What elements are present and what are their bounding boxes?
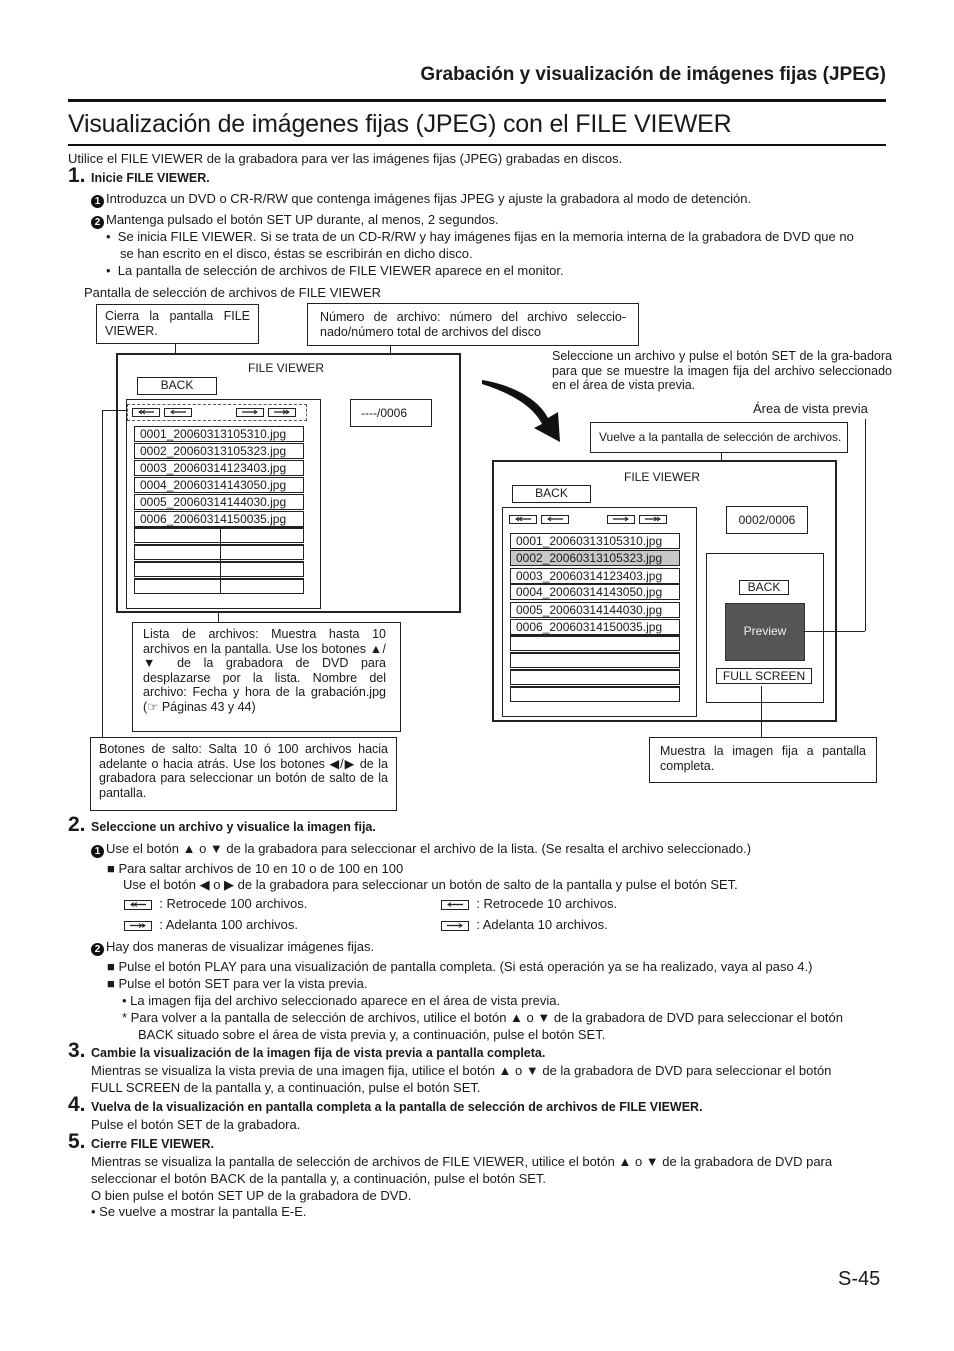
empty-list-row (134, 561, 304, 577)
step-1-bullet-2: • La pantalla de selección de archivos de FILE VIEWER aparece en el monitor. (106, 263, 564, 278)
preview-back-button[interactable]: BACK (739, 580, 789, 595)
step-4-text: Pulse el botón SET de la grabadora. (91, 1117, 301, 1132)
step-1-bullet-1-cont: se han escrito en el disco, éstas se escribirán en dicho disco. (120, 246, 473, 261)
file-viewer-screen-1 (116, 353, 461, 613)
file-list-item[interactable]: 0006_20060314150035.jpg (510, 619, 680, 635)
preview-area-label: Área de vista previa (753, 401, 868, 416)
step-5-text: Mientras se visualiza la pantalla de selección de archivos de FILE VIEWER, utilice el botón ▲ o ▼ de la grabadora de DVD para (91, 1154, 833, 1169)
step-5-text-alt: O bien pulse el botón SET UP de la grabadora de DVD. (91, 1188, 412, 1203)
callout-file-number: Número de archivo: número del archivo seleccio-nado/número total de archivos del disco (307, 303, 639, 346)
step-1-item-2: 2 Mantenga pulsado el botón SET UP durante, al menos, 2 segundos. (91, 211, 499, 229)
legend-item: : Retrocede 100 archivos. (124, 895, 307, 912)
jump-forward-10-icon (241, 409, 259, 415)
file-list-item[interactable]: 0002_20060313105323.jpg (134, 443, 304, 459)
step-3-text: Mientras se visualiza la vista previa de una imagen fija, utilice el botón ▲ o ▼ de la grabadora de DVD para seleccionar el botón (91, 1063, 832, 1078)
file-list-panel (126, 399, 321, 609)
step-1-item-1: 1 Introduzca un DVD o CR-R/RW que contenga imágenes fijas JPEG y ajuste la grabadora al modo de detención. (91, 190, 751, 208)
step-3-title: Cambie la visualización de la imagen fija de vista previa a pantalla completa. (91, 1046, 546, 1060)
jump-back-10-icon (546, 516, 564, 522)
jump-back-100-button[interactable] (509, 515, 537, 524)
jump-back-100-icon (514, 516, 532, 522)
back-button[interactable]: BACK (512, 485, 591, 503)
title-rule (68, 144, 886, 146)
section-title: Grabación y visualización de imágenes fijas (JPEG) (420, 64, 886, 85)
jump-back-10-button[interactable] (164, 408, 192, 417)
file-list-panel (502, 507, 697, 717)
jump-back-100-icon (137, 409, 155, 415)
callout-jump-buttons: Botones de salto: Salta 10 ó 100 archivos hacia adelante o hacia atrás. Use los botones ◀/▶ de la grabadora para seleccionar un botón de salto de la pantalla. (90, 737, 397, 811)
step-2-title: Seleccione un archivo y visualice la imagen fija. (91, 820, 376, 834)
jump-back-100-button[interactable] (132, 408, 160, 417)
legend-item: : Adelanta 100 archivos. (124, 916, 298, 933)
empty-list-row (510, 635, 680, 651)
file-list-item[interactable]: 0003_20060314123403.jpg (510, 568, 680, 584)
header-rule (68, 99, 886, 102)
file-list-item[interactable]: 0005_20060314144030.jpg (134, 494, 304, 510)
connector-line (865, 419, 866, 631)
empty-list-row (510, 686, 680, 702)
step-2-option-set: ■ Pulse el botón SET para ver la vista previa. (107, 976, 368, 991)
file-list-item[interactable]: 0005_20060314144030.jpg (510, 602, 680, 618)
file-list (510, 533, 682, 705)
connector-line (102, 410, 103, 737)
file-list-item[interactable]: 0001_20060313105310.jpg (134, 426, 304, 442)
circled-1-icon: 1 (91, 845, 104, 858)
file-counter: ----/0006 (350, 399, 432, 427)
file-list-item-selected[interactable]: 0002_20060313105323.jpg (510, 550, 680, 566)
step-2-number: 2. (68, 813, 86, 836)
empty-list-row (134, 527, 304, 543)
step-1-number: 1. (68, 164, 86, 187)
step-5-text-cont: seleccionar el botón BACK de la pantalla y, a continuación, pulse el botón SET. (91, 1171, 547, 1186)
diagram-caption: Pantalla de selección de archivos de FILE VIEWER (84, 285, 381, 300)
file-list-item[interactable]: 0004_20060314143050.jpg (134, 477, 304, 493)
full-screen-button[interactable]: FULL SCREEN (716, 668, 812, 684)
step-5-bullet: • Se vuelve a mostrar la pantalla E-E. (91, 1204, 307, 1219)
jump-forward-100-icon (273, 409, 291, 415)
connector-line (218, 613, 219, 622)
page-title: Visualización de imágenes fijas (JPEG) con el FILE VIEWER (68, 110, 732, 138)
legend-item: : Adelanta 10 archivos. (441, 916, 608, 933)
file-list-item[interactable]: 0003_20060314123403.jpg (134, 460, 304, 476)
jump-forward-100-button[interactable] (639, 515, 667, 524)
jump-forward-100-icon (644, 516, 662, 522)
jump-forward-100-icon (124, 921, 152, 931)
step-4-number: 4. (68, 1093, 86, 1116)
file-list-item[interactable]: 0006_20060314150035.jpg (134, 511, 304, 527)
file-list (134, 426, 306, 596)
jump-forward-10-icon (612, 516, 630, 522)
step-2-item-2: 2 Hay dos maneras de visualizar imágenes fijas. (91, 938, 374, 956)
empty-list-row (134, 544, 304, 560)
circled-2-icon: 2 (91, 216, 104, 229)
circled-1-icon: 1 (91, 195, 104, 208)
step-1-bullet-1: • Se inicia FILE VIEWER. Si se trata de un CD-R/RW y hay imágenes fijas en la memoria interna de la grabadora de DVD que no (106, 229, 854, 244)
jump-back-10-icon (169, 409, 187, 415)
back-button[interactable]: BACK (137, 377, 217, 395)
step-3-text-cont: FULL SCREEN de la pantalla y, a continuación, pulse el botón SET. (91, 1080, 481, 1095)
select-instructions: Seleccione un archivo y pulse el botón SET de la gra-badora para que se muestre la imagen fija del archivo seleccionado en el área de vista previa. (552, 349, 892, 392)
jump-back-100-icon (124, 900, 152, 910)
connector-line (102, 410, 126, 411)
connector-line (803, 631, 865, 632)
preview-area (706, 553, 824, 703)
intro-text: Utilice el FILE VIEWER de la grabadora para ver las imágenes fijas (JPEG) grabadas en discos. (68, 151, 623, 166)
connector-line (220, 528, 221, 594)
jump-back-10-button[interactable] (541, 515, 569, 524)
legend-item: : Retrocede 10 archivos. (441, 895, 617, 912)
connector-line (761, 686, 762, 738)
step-3-number: 3. (68, 1039, 86, 1062)
circled-2-icon: 2 (91, 943, 104, 956)
empty-list-row (134, 578, 304, 594)
jump-forward-100-button[interactable] (268, 408, 296, 417)
jump-forward-10-icon (441, 921, 469, 931)
jump-buttons-group (503, 512, 681, 527)
jump-back-10-icon (441, 900, 469, 910)
jump-buttons-group (127, 404, 307, 421)
callout-file-list: Lista de archivos: Muestra hasta 10 archivos en la pantalla. Use los botones ▲/▼ de la grabadora de DVD para desplazarse por la lista. Nombre del archivo: Fecha y hora de la grabación.jpg (☞ Páginas 43 y 44) (132, 622, 401, 732)
page-number: S-45 (838, 1268, 881, 1290)
callout-back-to-selection: Vuelve a la pantalla de selección de archivos. (590, 422, 848, 453)
step-2-subhead: ■ Para saltar archivos de 10 en 10 o de 100 en 100 (107, 861, 404, 876)
file-viewer-screen-2 (492, 460, 837, 722)
preview-image: Preview (725, 603, 805, 661)
step-2-bullet: • La imagen fija del archivo seleccionado aparece en el área de vista previa. (122, 993, 561, 1008)
step-2-item-1: 1 Use el botón ▲ o ▼ de la grabadora para seleccionar el archivo de la lista. (Se resalta el archivo seleccionado.) (91, 840, 751, 858)
jump-forward-10-button[interactable] (607, 515, 635, 524)
step-4-title: Vuelva de la visualización en pantalla completa a la pantalla de selección de archivos de FILE VIEWER. (91, 1100, 703, 1114)
file-list-item[interactable]: 0001_20060313105310.jpg (510, 533, 680, 549)
callout-close: Cierra la pantalla FILE VIEWER. (96, 304, 259, 344)
step-2-subtext: Use el botón ◀ o ▶ de la grabadora para seleccionar un botón de salto de la pantalla y pulse el botón SET. (123, 877, 738, 892)
empty-list-row (510, 669, 680, 685)
file-counter: 0002/0006 (726, 506, 808, 534)
step-5-title: Cierre FILE VIEWER. (91, 1137, 214, 1151)
step-5-number: 5. (68, 1130, 86, 1153)
step-2-note-cont: BACK situado sobre el área de vista previa y, a continuación, pulse el botón SET. (138, 1027, 606, 1042)
empty-list-row (510, 652, 680, 668)
callout-full-screen: Muestra la imagen fija a pantalla completa. (649, 737, 877, 783)
jump-forward-10-button[interactable] (236, 408, 264, 417)
step-2-option-play: ■ Pulse el botón PLAY para una visualización de pantalla completa. (Si está operación ya se ha realizado, vaya al paso 4.) (107, 959, 813, 974)
step-2-note: * Para volver a la pantalla de selección de archivos, utilice el botón ▲ o ▼ de la grabadora de DVD para seleccionar el botón (122, 1010, 843, 1025)
file-list-item[interactable]: 0004_20060314143050.jpg (510, 584, 680, 600)
step-1-title: Inicie FILE VIEWER. (91, 171, 210, 185)
screen-title: FILE VIEWER (248, 361, 325, 375)
screen-title: FILE VIEWER (624, 470, 701, 484)
